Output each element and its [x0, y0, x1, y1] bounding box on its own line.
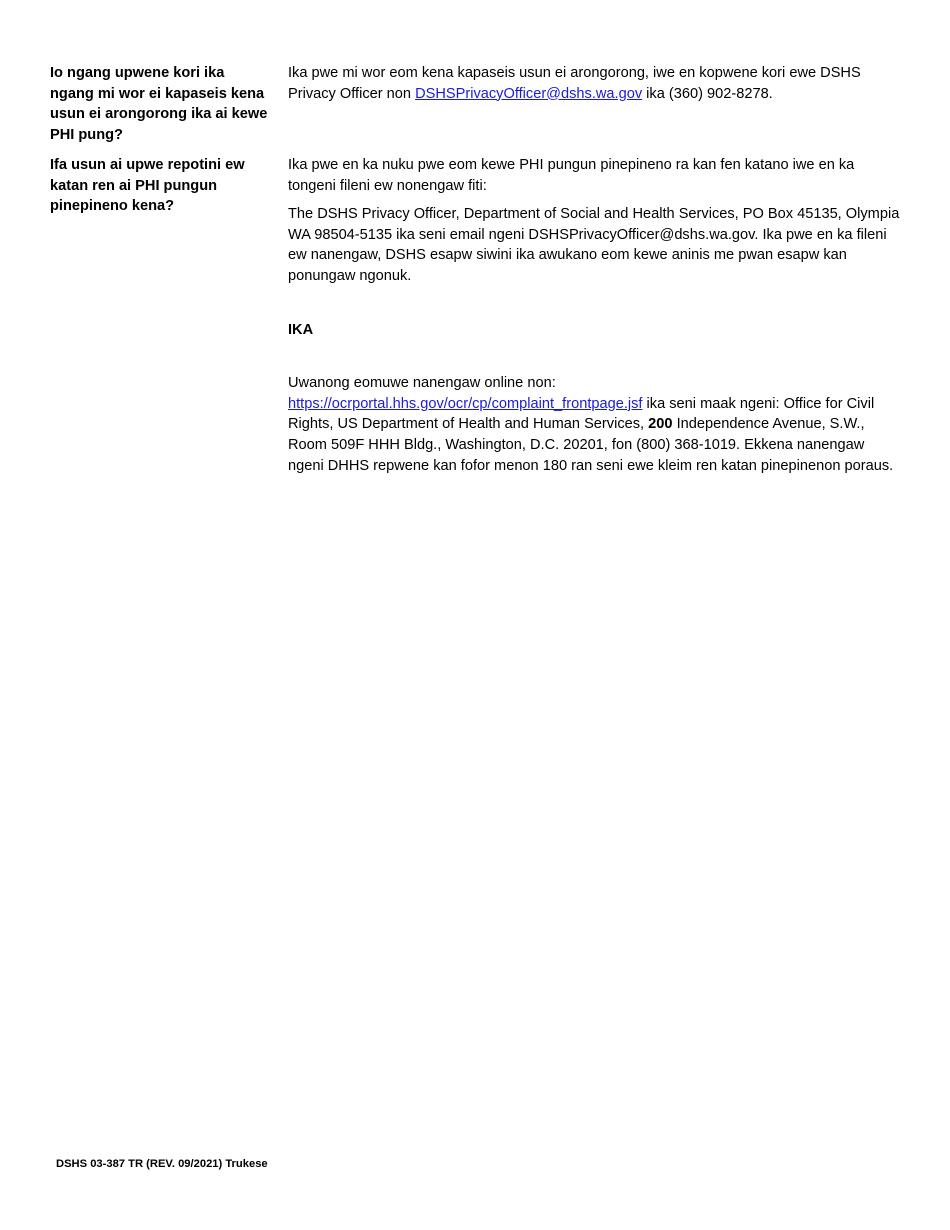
ocr-intro: Uwanong eomuwe nanengaw online non: [288, 375, 556, 392]
contact-question: Io ngang upwene kori ika ngang mi wor ei kapaseis kena usun ei arongorong ika ai kewe PHI pung? [50, 65, 268, 143]
contact-answer-intro: Ika pwe mi wor eom kena kapaseis usun ei arongorong, iwe en kopwene kori ewe DSHS Privacy Officer non [288, 65, 861, 102]
ocr-address-rest: Independence Avenue, S.W., Room 509F HHH Bldg., Washington, D.C. 20201, fon (800) 368-1019. Ekkena nanengaw ngeni DHHS repwene kan fofor menon 180 ran seni ewe kleim ren katan pinepinenon poraus. [288, 416, 894, 474]
report-answer [288, 155, 902, 476]
ocr-portal-link[interactable]: https://ocrportal.hhs.gov/ocr/cp/complaint_frontpage.jsf [288, 395, 643, 412]
report-intro-paragraph: Ika pwe en ka nuku pwe eom kewe PHI pungun pinepineno ra kan fen katano iwe en ka tongeni fileni ew nonengaw fiti: [288, 157, 855, 194]
contact-answer [288, 63, 902, 104]
ocr-complaint-paragraph [288, 373, 902, 476]
privacy-officer-email-link[interactable]: DSHSPrivacyOfficer@dshs.wa.gov [415, 85, 643, 102]
contact-answer-phone: ika (360) 902-8278. [642, 85, 773, 102]
ocr-address-start: ika seni maak ngeni: Office for Civil Rights, US Department of Health and Human Services, [288, 395, 875, 433]
privacy-officer-address-paragraph: The DSHS Privacy Officer, Department of Social and Health Services, PO Box 45135, Olympia WA 98504-5135 ika seni email ngeni DSHSPrivacyOfficer@dshs.wa.gov. Ika pwe en ka fileni ew nanengaw, DSHS esapw siwini ika awukano eom kewe aninis me pwan esapw kan ponungaw ngonuk. [288, 206, 900, 284]
report-question: Ifa usun ai upwe repotini ew katan ren ai PHI pungun pinepineno kena? [50, 157, 245, 215]
form-footer: DSHS 03-387 TR (REV. 09/2021) Trukese [56, 1158, 268, 1170]
contact-answer-text [288, 63, 902, 104]
ocr-address-number: 200 [648, 416, 673, 433]
or-heading: IKA [288, 321, 314, 338]
